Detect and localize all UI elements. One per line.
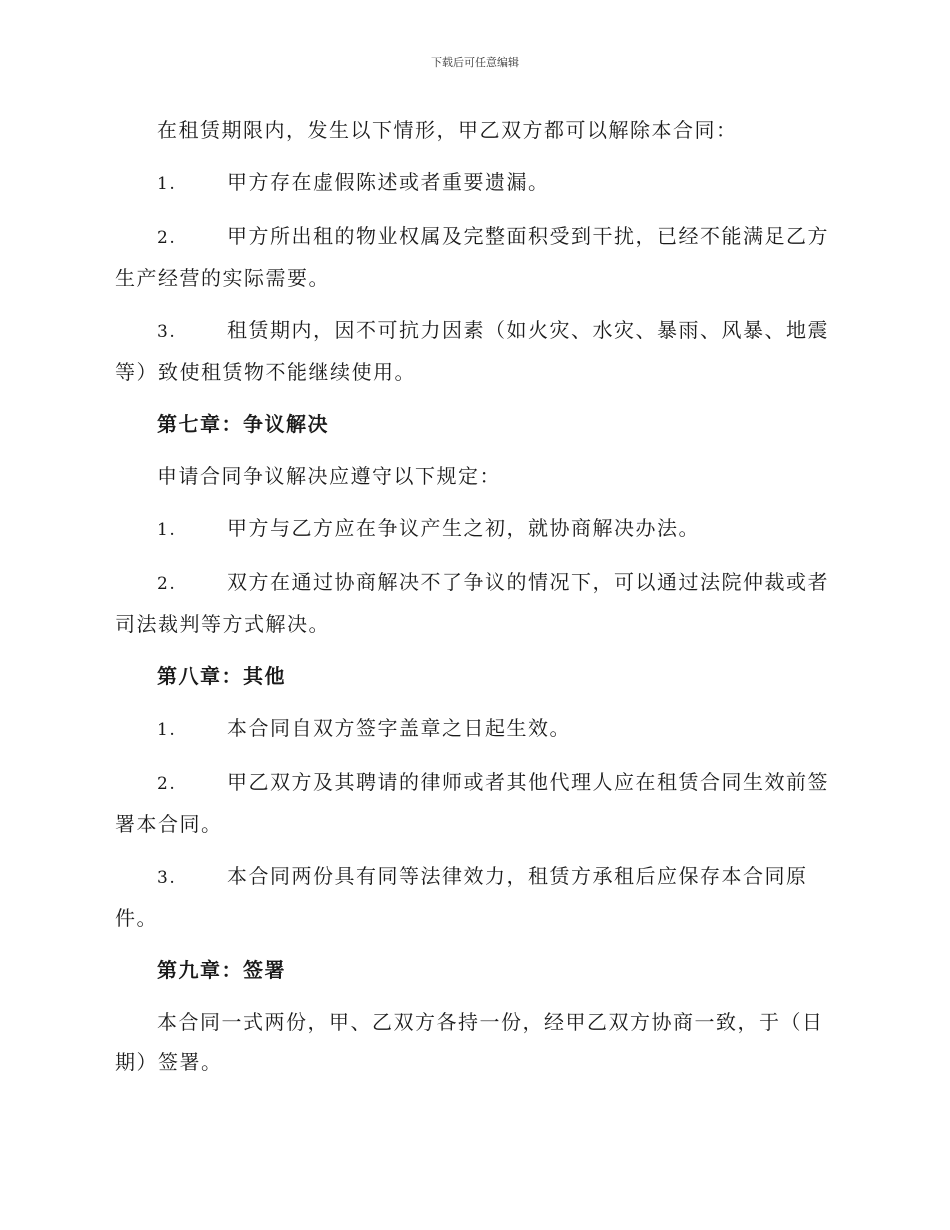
list-item: [115, 162, 840, 204]
termination-intro: 在租赁期限内，发生以下情形，甲乙双方都可以解除本合同：: [157, 118, 738, 142]
dispute-intro: 申请合同争议解决应遵守以下规定：: [157, 464, 501, 488]
item-number: 3.: [157, 322, 177, 342]
list-item: [115, 310, 840, 392]
list-item: [115, 708, 840, 750]
item-text: 甲乙双方及其聘请的律师或者其他代理人应在租赁合同生效前签署本合同。: [115, 770, 829, 836]
page-header-note: 下载后可任意编辑: [431, 56, 519, 69]
chapter-8-heading: 第八章：其他: [157, 664, 286, 688]
item-text: 本合同自双方签字盖章之日起生效。: [227, 716, 571, 740]
chapter-7-heading: 第七章：争议解决: [157, 412, 329, 436]
item-number: 1.: [157, 520, 177, 540]
list-item: [115, 216, 840, 298]
item-text: 甲方与乙方应在争议产生之初，就协商解决办法。: [227, 516, 700, 540]
list-item: [115, 508, 840, 550]
document-body: [115, 110, 840, 1094]
item-number: 2.: [157, 228, 177, 248]
item-text: 双方在通过协商解决不了争议的情况下，可以通过法院仲裁或者司法裁判等方式解决。: [115, 570, 829, 636]
item-number: 3.: [157, 868, 177, 888]
signing-text: 本合同一式两份，甲、乙双方各持一份，经甲乙双方协商一致，于（日期）签署。: [115, 1010, 824, 1074]
chapter-9-heading: 第九章：签署: [157, 958, 286, 982]
list-item: [115, 762, 840, 844]
item-text: 甲方所出租的物业权属及完整面积受到干扰，已经不能满足乙方生产经营的实际需要。: [115, 224, 829, 290]
list-item: [115, 856, 840, 938]
list-item: [115, 562, 840, 644]
item-text: 甲方存在虚假陈述或者重要遗漏。: [227, 170, 550, 194]
item-number: 1.: [157, 174, 177, 194]
item-text: 本合同两份具有同等法律效力，租赁方承租后应保存本合同原件。: [115, 864, 808, 930]
item-number: 2.: [157, 574, 177, 594]
item-number: 2.: [157, 774, 177, 794]
item-text: 租赁期内，因不可抗力因素（如火灾、水灾、暴雨、风暴、地震等）致使租赁物不能继续使用。: [115, 318, 829, 384]
item-number: 1.: [157, 720, 177, 740]
